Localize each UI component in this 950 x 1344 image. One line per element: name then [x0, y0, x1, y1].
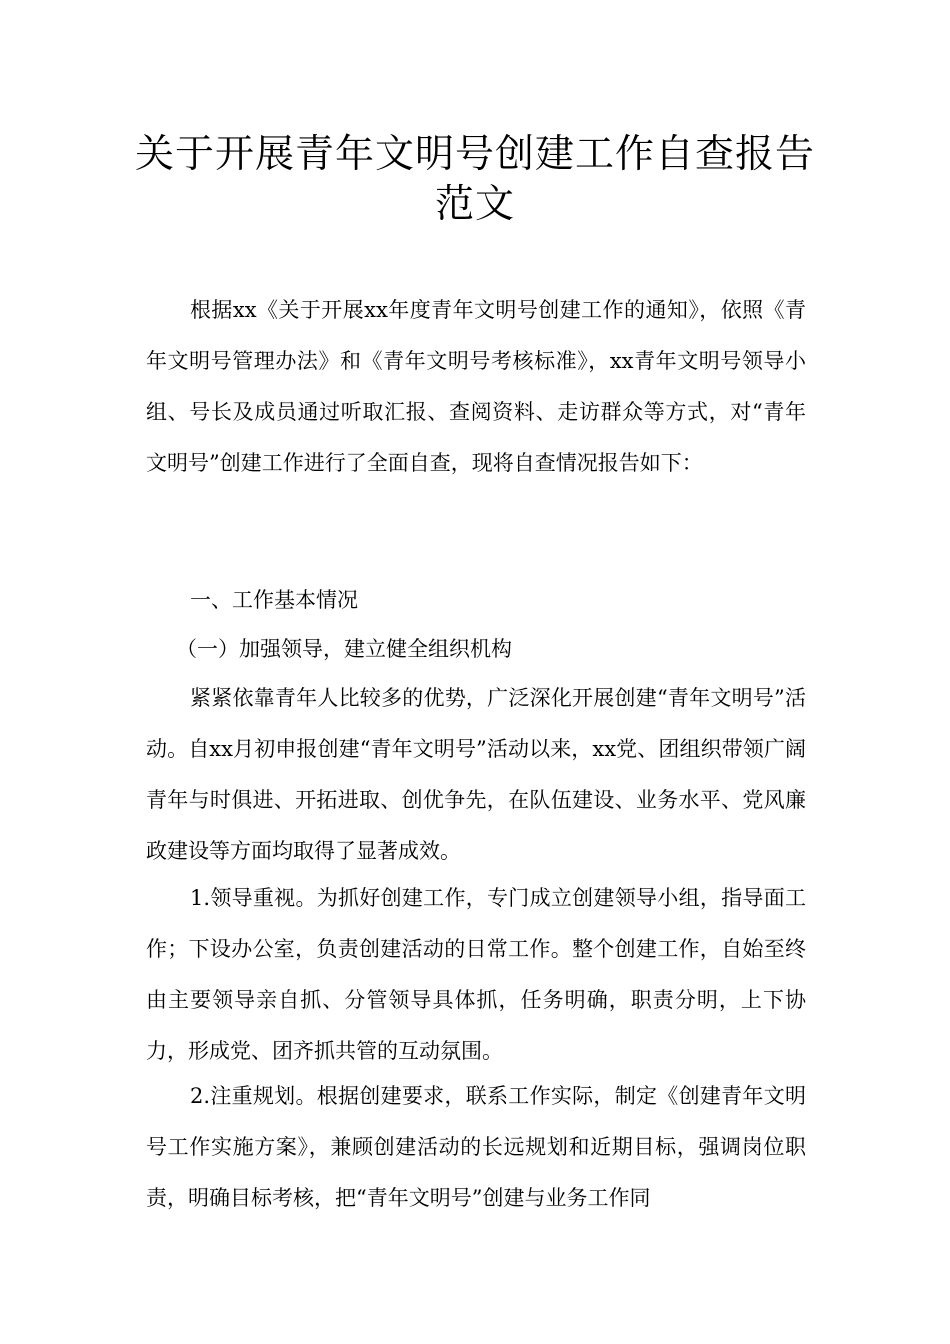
body-paragraph-item2: 2.注重规划。根据创建要求，联系工作实际，制定《创建青年文明号工作实施方案》，兼顾创建活动的长远规划和近期目标，强调岗位职责，明确目标考核，把“青年文明号”创建与业务工作同 — [146, 1084, 806, 1210]
subsection-heading: （一）加强领导，建立健全组织机构 — [176, 637, 512, 661]
document-title-line2: 范文 — [434, 182, 515, 227]
section-heading: 一、工作基本情况 — [190, 588, 358, 612]
body-paragraph-item1: 1.领导重视。为抓好创建工作，专门成立创建领导小组，指导面工作；下设办公室，负责创建活动的日常工作。整个创建工作，自始至终由主要领导亲自抓、分管领导具体抓，任务明确，职责分明，上下协力，形成党、团齐抓共管的互动氛围。 — [146, 886, 806, 1063]
body-paragraph-section1: 紧紧依靠青年人比较多的优势，广泛深化开展创建“青年文明号”活动。自xx月初申报创建“青年文明号”活动以来，xx党、团组织带领广阔青年与时俱进、开拓进取、创优争先，在队伍建设、业务水平、党风廉政建设等方面均取得了显著成效。 — [146, 686, 806, 863]
intro-paragraph: 根据xx《关于开展xx年度青年文明号创建工作的通知》，依照《青年文明号管理办法》和《青年文明号考核标准》，xx青年文明号领导小组、号长及成员通过听取汇报、查阅资料、走访群众等方式，对“青年文明号”创建工作进行了全面自查，现将自查情况报告如下： — [146, 298, 806, 475]
document-title-line1: 关于开展青年文明号创建工作自查报告 — [134, 132, 815, 177]
